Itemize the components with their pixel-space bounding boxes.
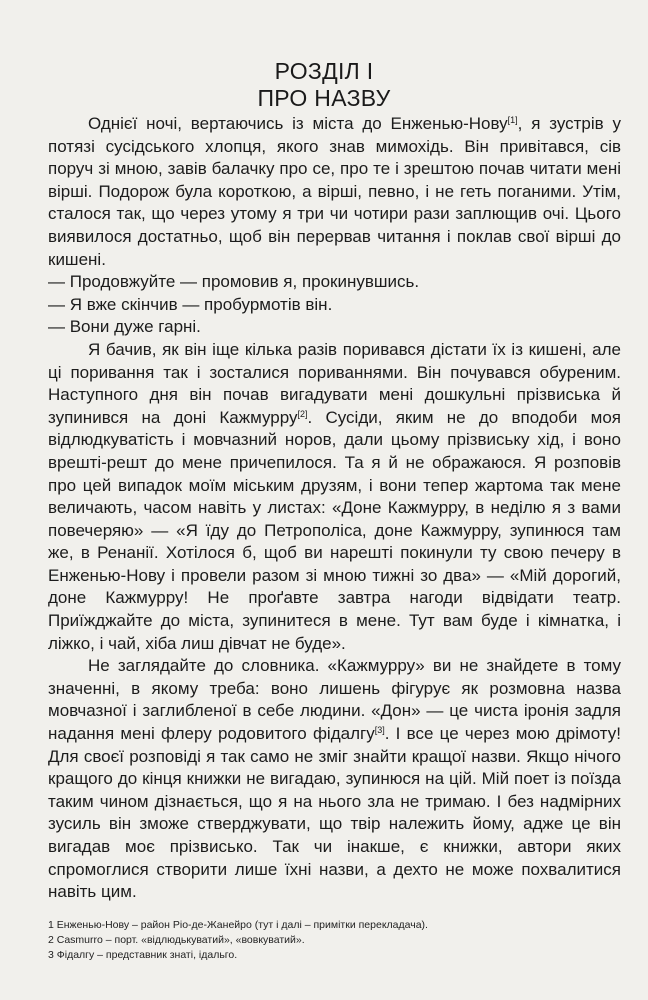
chapter-number: РОЗДІЛ І — [274, 58, 374, 84]
paragraph-text: Я бачив, як він іще кілька разів поривався дістати їх із кишені, але ці поривання так і зосталися пориваннями. Він почувався обуреним. Наступного дня він почав вигадувати мені дошкульні прізвиська й зупинився на доні Кажмурру — [48, 339, 621, 427]
paragraph-2 — [48, 339, 621, 655]
footnote-1: 1 Енженью-Нову – район Ріо-де-Жанейро (тут і далі – примітки перекладача). — [48, 919, 428, 931]
footnotes — [48, 918, 621, 963]
footnote-ref-2: [2] — [297, 408, 308, 419]
paragraph-text: . Сусіди, яким не до вподоби моя відлюдкуватість і мовчазний норов, дали цьому прізвиську хід, і воно врешті-решт до мене причепилося. Та я й не ображаюся. Я розповів про цей випадок моїм міським друзям, і вони тепер жартома так мене величають, часом навіть у листах: «Доне Кажмурру, в неділю я з вами повечеряю» — «Я їду до Петрополіса, доне Кажмурру, зупинюся там же, в Ренанії. Хотілося б, щоб ви нарешті покинули ту свою печеру в Енженью-Нову і провели разом зі мною тижні зо два» — «Мій дорогий, доне Кажмурру! Не проґавте завтра нагоди відвідати театр. Приїжджайте до міста, зупинитеся в мене. Тут вам буде і кімнатка, і ліжко, і чай, хіба лиш дівчат не буде». — [48, 407, 621, 653]
dialog-line-1: — Продовжуйте — промовив я, прокинувшись. — [48, 272, 420, 292]
paragraph-text: , я зустрів у потязі сусідського хлопця, якого знав мимохідь. Він привітався, сів поруч зі мною, завів балачку про се, про те і зрештою почав читати мені вірші. Подорож була короткою, а вірші, певно, і не геть поганими. Утім, сталося так, що через утому я три чи чотири рази заплющив очі. Цього виявилося достатньо, щоб він перервав читання і поклав свої вірші до кишені. — [48, 114, 621, 269]
paragraph-1 — [48, 113, 621, 271]
dialog-line-3: — Вони дуже гарні. — [48, 317, 201, 337]
paragraph-text: . І все це через мою дрімоту! Для своєї розповіді я так само не зміг знайти кращої назви. Якщо нічого кращого до кінця книжки не вигадаю, зупинюся на цій. Мій поет із поїзда таким чином дізнається, що я на нього зла не тримаю. І без надмірних зусиль він зможе стверджувати, що твір належить йому, адже це він вигадав моє прізвисько. Так чи інакше, є книжки, автори яких спромоглися створити лише їхні назви, а дехто не може похвалитися навіть цим. — [48, 724, 621, 902]
dialog-line-2: — Я вже скінчив — пробурмотів він. — [48, 294, 333, 314]
chapter-heading — [0, 58, 648, 112]
footnote-2: 2 Casmurro – порт. «відлюдькуватий», «вовкуватий». — [48, 934, 305, 946]
paragraph-text: Не заглядайте до словника. «Кажмурру» ви не знайдете в тому значенні, в якому треба: воно лишень фігурує як розмовна назва мовчазної і заглибленої в себе людини. «Дон» — це чиста іронія задля надання мені флеру родовитого фідалгу — [48, 656, 621, 744]
paragraph-text: Однієї ночі, вертаючись із міста до Енженью-Нову — [88, 114, 508, 133]
footnote-ref-3: [3] — [374, 725, 385, 736]
chapter-title: ПРО НАЗВУ — [257, 85, 391, 111]
footnote-ref-1: [1] — [507, 115, 518, 125]
body-text — [48, 113, 621, 904]
paragraph-3 — [48, 655, 621, 904]
footnote-3: 3 Фідалгу – представник знаті, ідальго. — [48, 949, 238, 961]
